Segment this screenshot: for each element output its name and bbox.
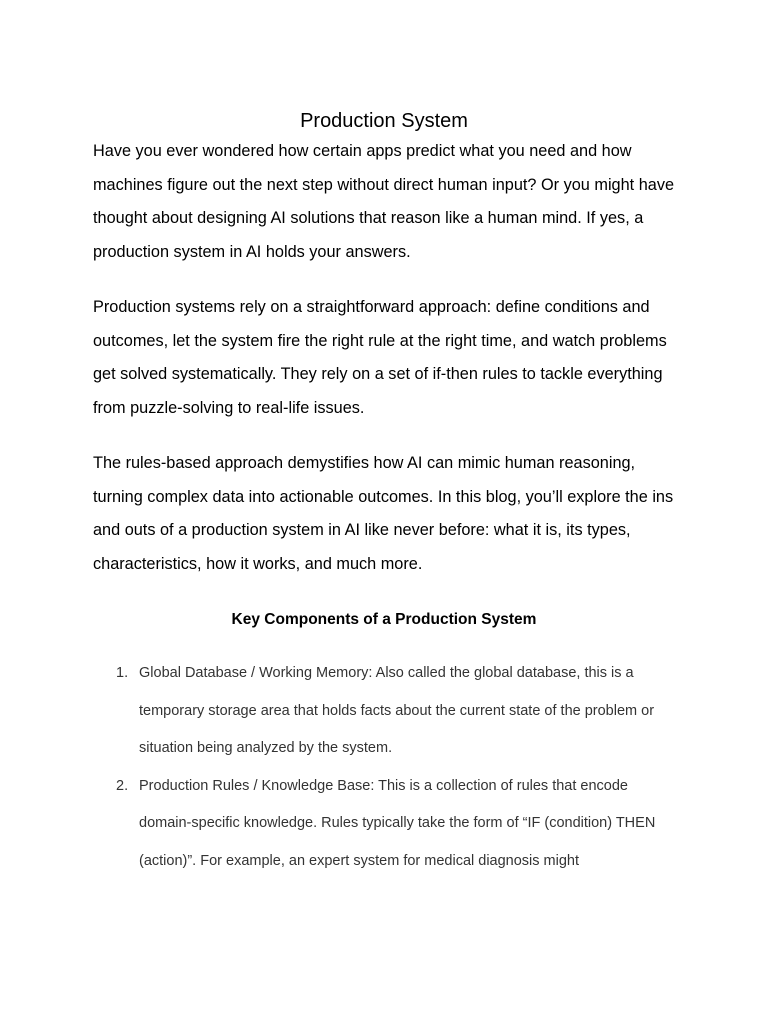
intro-paragraph: Have you ever wondered how certain apps predict what you need and how machines figure out the next step without direct human input? Or you might have thought about designing AI solutions that reason like a human mind. If yes, a production system in AI holds your answers. bbox=[93, 142, 675, 261]
list-item bbox=[93, 768, 683, 881]
list-item-text: Global Database / Working Memory: Also called the global database, this is a temporary storage area that holds facts about the current state of the problem or situation being analyzed by the system. bbox=[139, 665, 655, 756]
list-item bbox=[93, 655, 683, 768]
list-item-text: Production Rules / Knowledge Base: This is a collection of rules that encode domain-specific knowledge. Rules typically take the form of “IF (condition) THEN (action)”. For example, an expert system for medical diagnosis might bbox=[139, 777, 656, 869]
approach-paragraph: Production systems rely on a straightforward approach: define conditions and outcomes, let the system fire the right rule at the right time, and watch problems get solved systematically. They rely on a set of if-then rules to tackle everything from puzzle-solving to real-life issues. bbox=[93, 298, 667, 417]
list-item-number: 1. bbox=[116, 665, 129, 681]
list-item-number: 2. bbox=[116, 777, 129, 794]
components-list bbox=[93, 655, 683, 880]
overview-paragraph: The rules-based approach demystifies how AI can mimic human reasoning, turning complex data into actionable outcomes. In this blog, you’ll explore the ins and outs of a production system in AI like never before: what it is, its types, characteristics, how it works, and much more. bbox=[93, 454, 674, 573]
page-title: Production System bbox=[300, 110, 468, 132]
section-heading: Key Components of a Production System bbox=[231, 611, 537, 628]
